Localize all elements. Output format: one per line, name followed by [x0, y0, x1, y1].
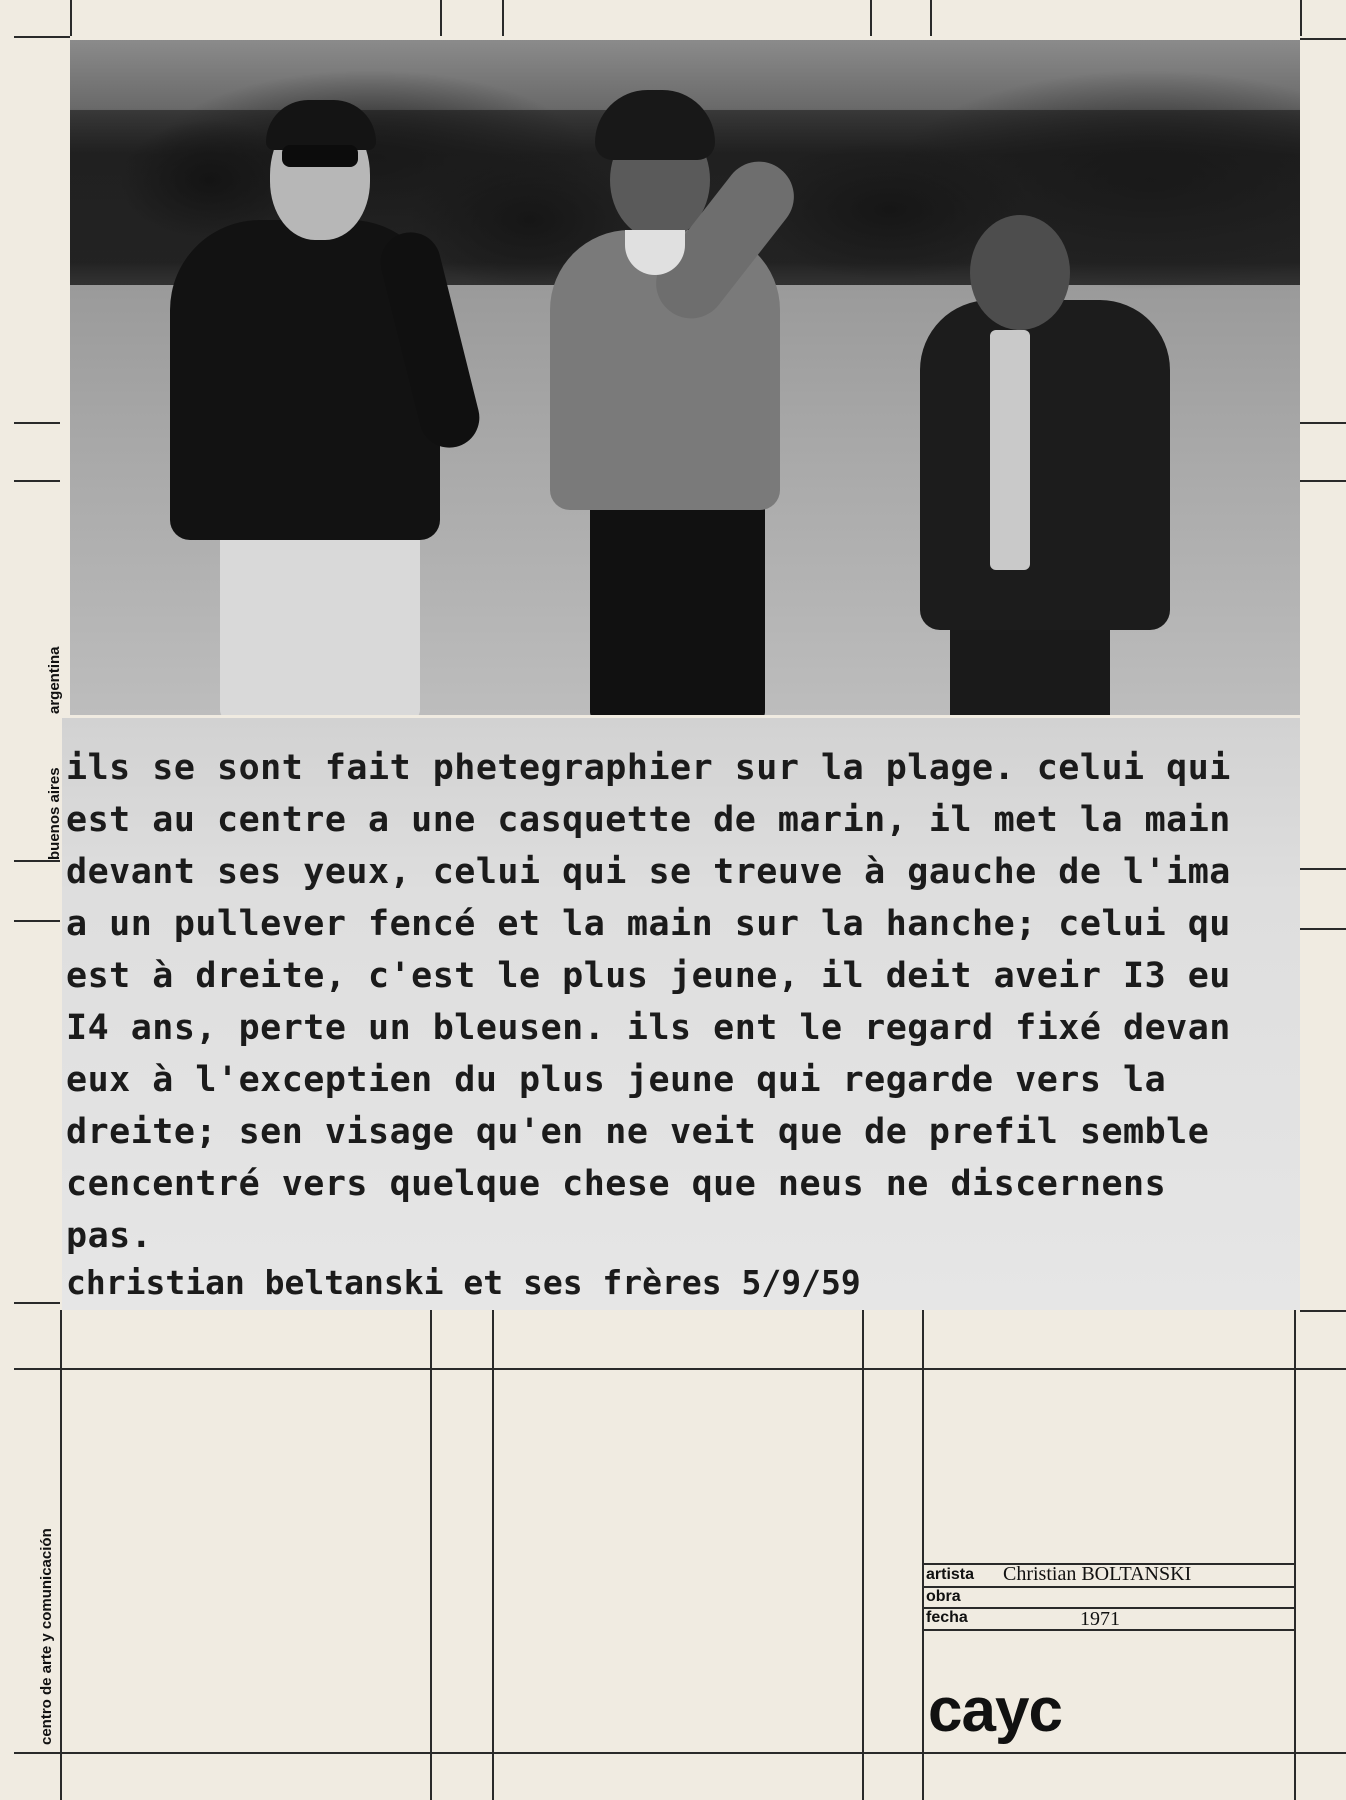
left-tick-1 — [14, 422, 60, 424]
top-left-tick — [14, 36, 70, 38]
caption-line-4: a un pullever fencé et la main sur la hanche; celui qu — [66, 904, 1231, 944]
right-tick-4 — [1300, 928, 1346, 930]
top-right-tick — [1300, 38, 1346, 40]
left-tick-5 — [14, 1302, 60, 1304]
date-label: fecha — [926, 1609, 968, 1626]
caption-line-10: pas. — [66, 1216, 153, 1256]
top-tick-5 — [930, 0, 932, 36]
top-tick-2 — [440, 0, 442, 36]
grid-col-6 — [1294, 1310, 1296, 1800]
photo-sunglasses — [282, 145, 358, 167]
left-tick-3 — [14, 860, 60, 862]
right-tick-2 — [1300, 480, 1346, 482]
grid-line-upper — [14, 1368, 1346, 1370]
date-value: 1971 — [1080, 1608, 1120, 1630]
caption-line-1: ils se sont fait phetegraphier sur la plage. celui qui — [66, 748, 1231, 788]
grid-col-3 — [492, 1310, 494, 1800]
grid-col-4 — [862, 1310, 864, 1800]
photo-right-boy-shirt — [990, 330, 1030, 570]
photo-left-boy-hair — [266, 100, 376, 150]
typed-caption — [62, 718, 1300, 1310]
top-tick-1 — [70, 0, 72, 36]
grid-col-2 — [430, 1310, 432, 1800]
artist-value: Christian BOLTANSKI — [1003, 1563, 1192, 1585]
right-tick-3 — [1300, 868, 1346, 870]
photo-left-boy-legs — [220, 510, 420, 715]
left-tick-2 — [14, 480, 60, 482]
top-tick-3 — [502, 0, 504, 36]
cayc-logo: cayc — [928, 1676, 1062, 1745]
info-box-row-1 — [924, 1586, 1294, 1588]
top-tick-6 — [1300, 0, 1302, 36]
caption-line-8: dreite; sen visage qu'en ne veit que de prefil semble — [66, 1112, 1210, 1152]
artist-label: artista — [926, 1566, 975, 1583]
right-tick-5 — [1300, 1310, 1346, 1312]
side-label-institution: centro de arte y comunicación — [38, 1528, 55, 1745]
caption-line-9: cencentré vers quelque chese que neus ne discernens — [66, 1164, 1167, 1204]
caption-line-2: est au centre a une casquette de marin, il met la main — [66, 800, 1231, 840]
caption-signature: christian beltanski et ses frères 5/9/59 — [66, 1263, 861, 1302]
grid-line-lower — [14, 1752, 1346, 1754]
photo-right-boy — [920, 300, 1170, 630]
photo-right-boy-face — [970, 215, 1070, 330]
grid-col-5 — [922, 1310, 924, 1800]
photograph — [70, 40, 1300, 715]
top-tick-4 — [870, 0, 872, 36]
grid-col-1 — [60, 1310, 62, 1800]
caption-line-7: eux à l'exceptien du plus jeune qui regarde vers la — [66, 1060, 1167, 1100]
photo-sailor-cap — [595, 90, 715, 160]
right-tick-1 — [1300, 422, 1346, 424]
caption-line-6: I4 ans, perte un bleusen. ils ent le regard fixé devan — [66, 1008, 1231, 1048]
photo-right-boy-legs — [950, 620, 1110, 715]
side-label-city: buenos aires — [46, 767, 63, 860]
side-label-country: argentina — [46, 646, 63, 714]
caption-line-3: devant ses yeux, celui qui se treuve à gauche de l'ima — [66, 852, 1231, 892]
photo-middle-boy-legs — [590, 500, 765, 715]
caption-line-5: est à dreite, c'est le plus jeune, il deit aveir I3 eu — [66, 956, 1231, 996]
work-label: obra — [926, 1588, 961, 1605]
left-tick-4 — [14, 920, 60, 922]
